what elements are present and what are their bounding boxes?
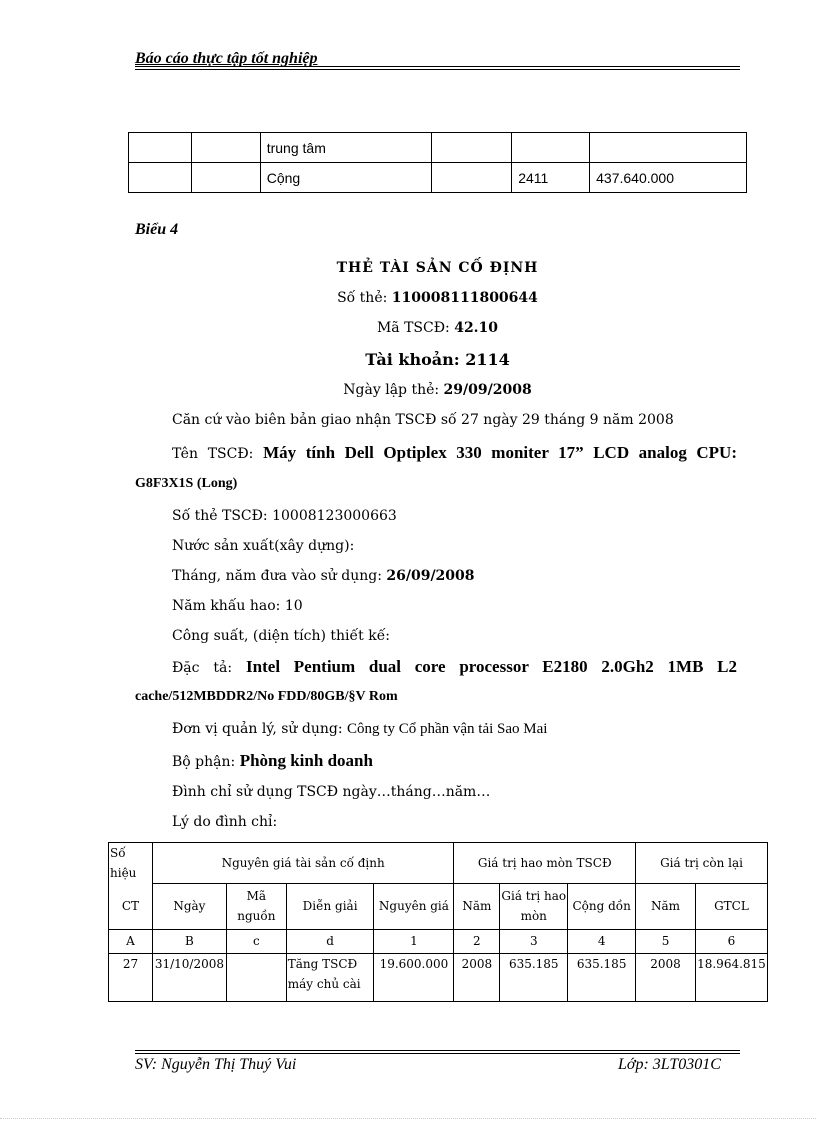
- table-cell: [512, 133, 590, 163]
- table-cell: [590, 133, 747, 163]
- code-cell: 4: [568, 929, 636, 953]
- continuation-table: [128, 132, 747, 193]
- table-cell: [191, 133, 260, 163]
- table-cell: 2411: [512, 163, 590, 193]
- managing-unit-value: Công ty Cổ phần vận tải Sao Mai: [347, 721, 548, 737]
- header-cong-don: Cộng dồn: [568, 883, 636, 929]
- account-value: 2114: [465, 350, 510, 369]
- footer-class: Lớp: 3LT0301C: [618, 1056, 721, 1073]
- table-cell: [432, 133, 512, 163]
- table-cell: [432, 163, 512, 193]
- card-number-label: Số thẻ:: [337, 290, 392, 306]
- header-nam-2: Năm: [636, 883, 696, 929]
- card-number-value: 110008111800644: [391, 290, 538, 306]
- asset-name-label: Tên TSCĐ:: [172, 446, 264, 462]
- header-nguyen-gia-group: Nguyên giá tài sản cố định: [152, 843, 453, 884]
- header-rule: [135, 66, 740, 67]
- code-cell: 1: [374, 929, 454, 953]
- page-edge: [0, 1118, 816, 1119]
- managing-unit-label: Đơn vị quản lý, sử dụng:: [172, 721, 348, 737]
- header-nam: Năm: [454, 883, 500, 929]
- card-title: THẺ TÀI SẢN CỐ ĐỊNH: [336, 260, 539, 276]
- footer-rule-2: [135, 1053, 740, 1054]
- table-row: [109, 953, 768, 1001]
- created-date-label: Ngày lập thẻ:: [343, 382, 444, 398]
- asset-code-label: Mã TSCĐ:: [376, 320, 455, 336]
- created-date-value: 29/09/2008: [443, 382, 532, 398]
- row-nguyen-gia: 19.600.000: [374, 953, 454, 1001]
- header-rule-2: [135, 69, 740, 70]
- row-dien-giai: Tăng TSCĐ máy chủ cài: [286, 953, 374, 1001]
- capacity: Công suất, (diện tích) thiết kế:: [172, 628, 391, 644]
- table-row: [129, 163, 747, 193]
- basis-text: Căn cứ vào biên bản giao nhận TSCĐ số 27 ngày 29 tháng 9 năm 2008: [172, 412, 674, 428]
- header-ngay: Ngày: [152, 883, 226, 929]
- code-cell: A: [109, 929, 153, 953]
- footer-rule: [135, 1050, 740, 1051]
- page-header-title: Báo cáo thực tập tốt nghiệp: [135, 50, 318, 67]
- table-cell: [129, 133, 192, 163]
- created-date: [135, 382, 740, 398]
- asset-history-table: [108, 842, 768, 1002]
- department-label: Bộ phận:: [172, 754, 240, 770]
- depreciation-years: Năm khấu hao: 10: [172, 598, 303, 614]
- asset-name-line2: G8F3X1S (Long): [135, 476, 238, 491]
- code-cell: c: [226, 929, 286, 953]
- suspension-reason: Lý do đình chỉ:: [172, 814, 278, 830]
- country-of-manufacture: Nước sản xuất(xây dựng):: [172, 538, 355, 554]
- asset-code-value: 42.10: [454, 320, 499, 336]
- row-ma-nguon: [226, 953, 286, 1001]
- row-ngay: 31/10/2008: [152, 953, 226, 1001]
- table-cell: trung tâm: [260, 133, 432, 163]
- header-dien-giai: Diễn giải: [286, 883, 374, 929]
- code-cell: 3: [500, 929, 568, 953]
- code-cell: 2: [454, 929, 500, 953]
- bieu-label: Biểu 4: [135, 221, 179, 238]
- code-cell: B: [152, 929, 226, 953]
- row-nam-2: 2008: [636, 953, 696, 1001]
- table-row: [129, 133, 747, 163]
- account: [135, 350, 740, 369]
- row-ct: 27: [109, 953, 153, 1001]
- spec-line2: cache/512MBDDR2/No FDD/80GB/§V Rom: [135, 689, 398, 704]
- account-label: Tài khoản:: [365, 350, 466, 369]
- card-number: [135, 290, 740, 306]
- row-gt-hao-mon: 635.185: [500, 953, 568, 1001]
- code-cell: d: [286, 929, 374, 953]
- suspension-date: Đình chỉ sử dụng TSCĐ ngày…tháng…năm…: [172, 784, 491, 800]
- spec-label: Đặc tả:: [172, 660, 247, 676]
- header-ma-nguon: Mã nguồn: [226, 883, 286, 929]
- in-use-date-value: 26/09/2008: [386, 568, 475, 584]
- department-value: Phòng kinh doanh: [239, 751, 373, 770]
- managing-unit: [172, 721, 547, 738]
- header-ct: CT: [109, 883, 153, 929]
- asset-card-number: Số thẻ TSCĐ: 10008123000663: [172, 508, 397, 524]
- header-con-lai-group: Giá trị còn lại: [636, 843, 768, 884]
- table-cell: 437.640.000: [590, 163, 747, 193]
- header-nguyen-gia: Nguyên giá: [374, 883, 454, 929]
- header-hao-mon-group: Giá trị hao mòn TSCĐ: [454, 843, 636, 884]
- spec-value: Intel Pentium dual core processor E2180 2.0Gh2 1MB L2: [246, 657, 737, 676]
- table-cell: [191, 163, 260, 193]
- code-cell: 5: [636, 929, 696, 953]
- table-code-row: [109, 929, 768, 953]
- row-nam: 2008: [454, 953, 500, 1001]
- asset-name-line1: [172, 443, 737, 463]
- header-gt-hao-mon: Giá trị hao mòn: [500, 883, 568, 929]
- table-header-row: [109, 883, 768, 929]
- table-cell: Cộng: [260, 163, 432, 193]
- footer-student: SV: Nguyễn Thị Thuý Vui: [135, 1056, 297, 1073]
- asset-code: [135, 320, 740, 336]
- asset-name-value: Máy tính Dell Optiplex 330 moniter 17” LCD analog CPU:: [263, 443, 737, 462]
- row-cong-don: 635.185: [568, 953, 636, 1001]
- department: [172, 751, 373, 771]
- table-cell: [129, 163, 192, 193]
- spec-line1: [172, 657, 737, 677]
- header-gtcl: GTCL: [695, 883, 767, 929]
- code-cell: 6: [695, 929, 767, 953]
- header-sohieu: Số hiệu: [109, 843, 153, 884]
- in-use-date: [172, 568, 475, 584]
- table-header-row: [109, 843, 768, 884]
- in-use-date-label: Tháng, năm đưa vào sử dụng:: [172, 568, 387, 584]
- row-gtcl: 18.964.815: [695, 953, 767, 1001]
